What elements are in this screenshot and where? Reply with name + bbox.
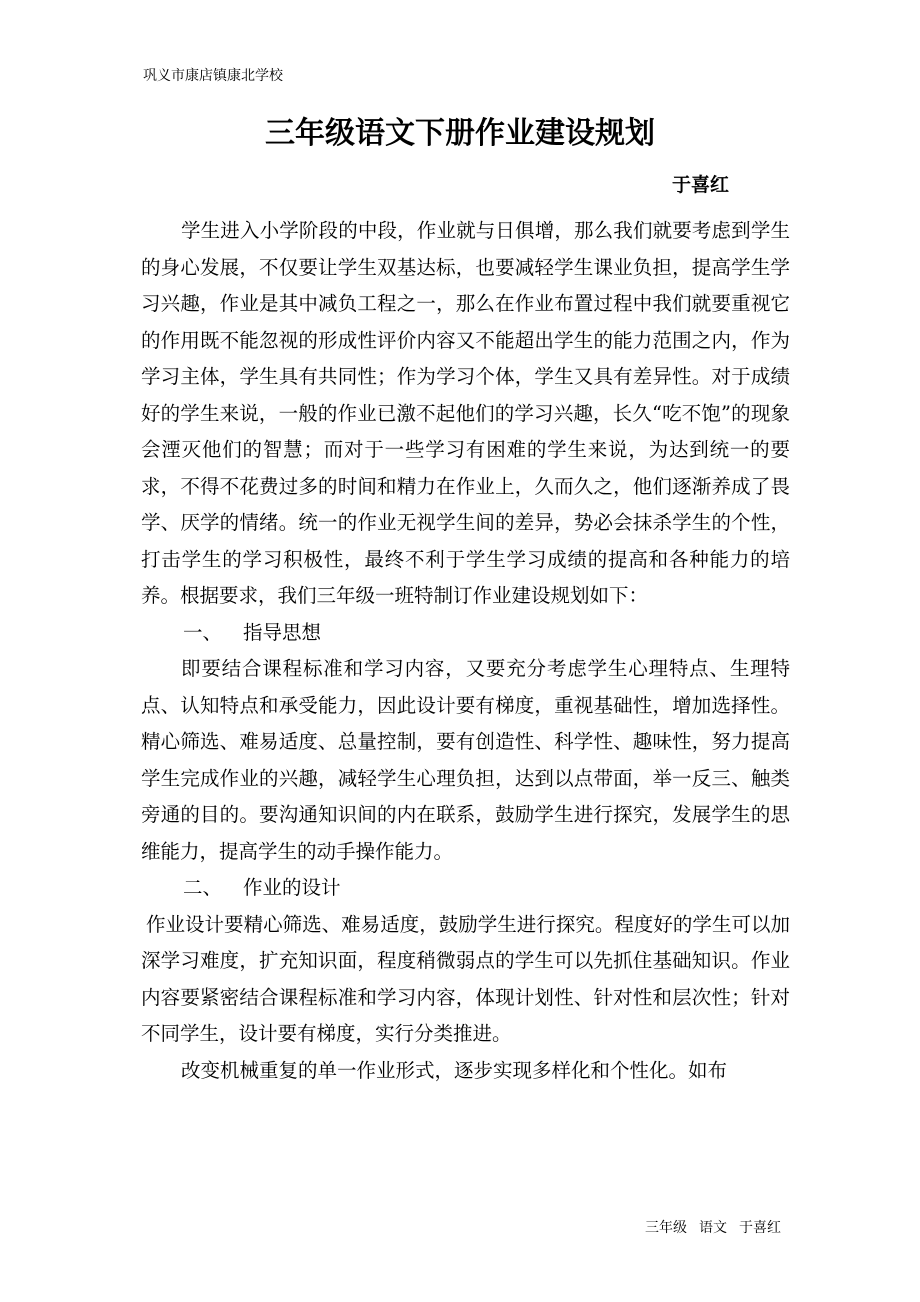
footer-grade: 三年级 xyxy=(645,1220,687,1236)
section-number: 二、 xyxy=(183,876,223,899)
design-paragraph: 作业设计要精心筛选、难易适度，鼓励学生进行探究。程度好的学生可以加深学习难度，扩充知识面，程度稍微弱点的学生可以先抓住基础知识。作业内容要紧密结合课程标准和学习内容，体现计划性、针对性和层次性；针对不同学生，设计要有梯度，实行分类推进。 xyxy=(141,912,790,1045)
section-title: 指导思想 xyxy=(243,620,322,644)
form-paragraph: 改变机械重复的单一作业形式，逐步实现多样化和个性化。如布 xyxy=(181,1058,728,1082)
section-heading-2 xyxy=(141,870,790,907)
footer-author: 于喜红 xyxy=(739,1220,781,1236)
footer-subject: 语文 xyxy=(699,1220,727,1236)
page-footer xyxy=(645,1218,781,1238)
section-heading-1 xyxy=(141,615,790,652)
document-title: 三年级语文下册作业建设规划 xyxy=(265,116,655,151)
section-title: 作业的设计 xyxy=(243,876,341,899)
guiding-ideology-paragraph: 即要结合课程标准和学习内容，又要充分考虑学生心理特点、生理特点、认知特点和承受能力，因此设计要有梯度，重视基础性，增加选择性。精心筛选、难易适度、总量控制，要有创造性、科学性、趣味性，努力提高学生完成作业的兴趣，减轻学生心理负担，达到以点带面，举一反三、触类旁通的目的。要沟通知识间的内在联系，鼓励学生进行探究，发展学生的思维能力，提高学生的动手操作能力。 xyxy=(141,657,790,863)
section-number: 一、 xyxy=(183,620,223,644)
document-body xyxy=(141,213,790,1089)
school-header: 巩义市康店镇康北学校 xyxy=(143,68,283,84)
intro-paragraph: 学生进入小学阶段的中段，作业就与日俱增，那么我们就要考虑到学生的身心发展，不仅要让学生双基达标，也要减轻学生课业负担，提高学生学习兴趣，作业是其中减负工程之一，那么在作业布置过程中我们就要重视它的作用既不能忽视的形成性评价内容又不能超出学生的能力范围之内，作为学习主体，学生具有共同性；作为学习个体，学生又具有差异性。对于成绩好的学生来说，一般的作业已激不起他们的学习兴趣，长久“吃不饱”的现象会湮灭他们的智慧；而对于一些学习有困难的学生来说，为达到统一的要求，不得不花费过多的时间和精力在作业上，久而久之，他们逐渐养成了畏学、厌学的情绪。统一的作业无视学生间的差异，势必会抹杀学生的个性，打击学生的学习积极性，最终不利于学生学习成绩的提高和各种能力的培养。根据要求，我们三年级一班特制订作业建设规划如下： xyxy=(141,219,790,607)
document-author: 于喜红 xyxy=(672,174,730,196)
